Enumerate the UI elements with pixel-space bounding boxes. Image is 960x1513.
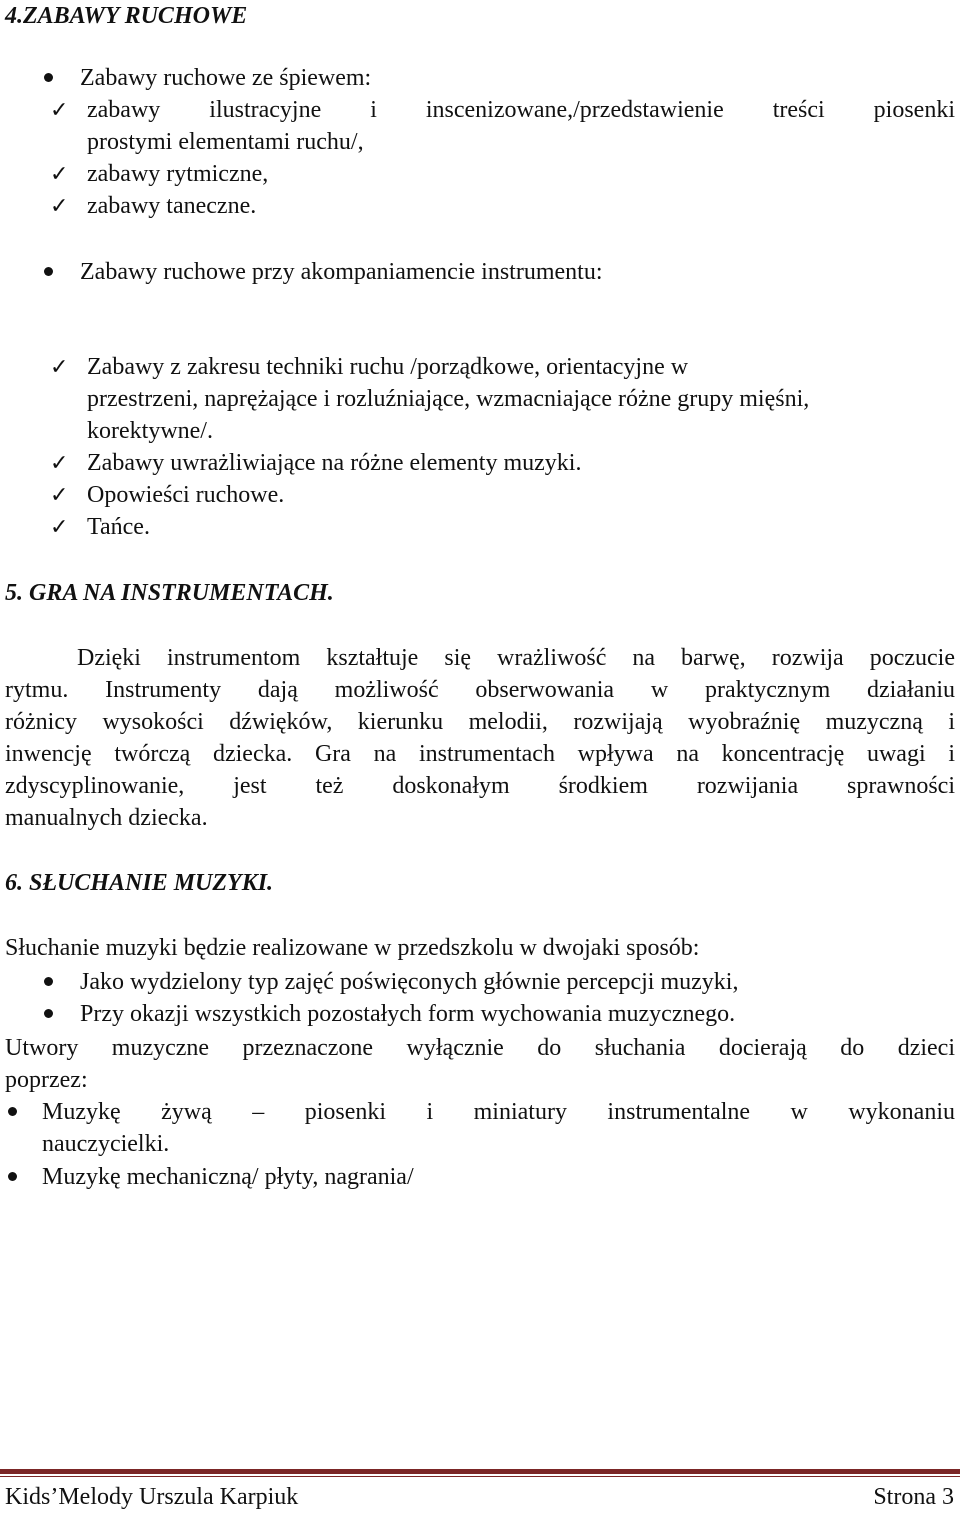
check-icon: ✓: [50, 450, 69, 475]
bullet-icon: [44, 1009, 53, 1018]
paragraph-line: manualnych dziecka.: [5, 805, 208, 831]
check-icon: ✓: [50, 161, 69, 186]
paragraph-line: zdyscyplinowanie, jest też doskonałym środkiem rozwijania sprawności: [5, 773, 955, 799]
bullet-text: Jako wydzielony typ zajęć poświęconych głównie percepcji muzyki,: [80, 969, 739, 995]
bullet-text: Zabawy ruchowe ze śpiewem:: [80, 65, 372, 91]
section-heading-5: 5. GRA NA INSTRUMENTACH.: [5, 580, 334, 606]
footer-rule-thin: [0, 1476, 960, 1477]
check-item-text: Zabawy z zakresu techniki ruchu /porządkowe, orientacyjne w: [87, 354, 689, 380]
check-item-text: zabawy ilustracyjne i inscenizowane,/przedstawienie treści piosenki: [87, 97, 955, 123]
check-item-text: Opowieści ruchowe.: [87, 482, 285, 508]
check-icon: ✓: [50, 97, 69, 122]
paragraph-line: Utwory muzyczne przeznaczone wyłącznie do słuchania docierają do dzieci: [5, 1035, 955, 1061]
check-item-text-cont: przestrzeni, naprężające i rozluźniające, wzmacniające różne grupy mięśni,: [87, 386, 810, 412]
check-item-text: Tańce.: [87, 514, 150, 540]
section-heading-6: 6. SŁUCHANIE MUZYKI.: [5, 870, 274, 896]
footer-rule: [0, 1469, 960, 1474]
bullet-text: Muzykę żywą – piosenki i miniatury instrumentalne w wykonaniu: [42, 1099, 955, 1125]
bullet-icon: [44, 267, 53, 276]
bullet-text-cont: nauczycielki.: [42, 1131, 170, 1157]
check-item-text-cont: prostymi elementami ruchu/,: [87, 129, 364, 155]
bullet-text: Muzykę mechaniczną/ płyty, nagrania/: [42, 1164, 414, 1190]
footer-page-number: Strona 3: [873, 1484, 954, 1510]
bullet-icon: [8, 1107, 17, 1116]
paragraph-line: rytmu. Instrumenty dają możliwość obserwowania w praktycznym działaniu: [5, 677, 955, 703]
check-item-text: zabawy taneczne.: [87, 193, 257, 219]
section-heading-4: 4.ZABAWY RUCHOWE: [5, 3, 248, 29]
paragraph-line: poprzez:: [5, 1067, 88, 1093]
bullet-text: Zabawy ruchowe przy akompaniamencie instrumentu:: [80, 259, 603, 285]
bullet-icon: [44, 73, 53, 82]
bullet-icon: [8, 1172, 17, 1181]
paragraph-line: różnicy wysokości dźwięków, kierunku melodii, rozwijają wyobraźnię muzyczną i: [5, 709, 955, 735]
paragraph-line: Słuchanie muzyki będzie realizowane w przedszkolu w dwojaki sposób:: [5, 935, 700, 961]
check-icon: ✓: [50, 482, 69, 507]
check-item-text-cont: korektywne/.: [87, 418, 213, 444]
bullet-icon: [44, 977, 53, 986]
paragraph-line: Dzięki instrumentom kształtuje się wrażliwość na barwę, rozwija poczucie: [77, 645, 955, 671]
check-icon: ✓: [50, 514, 69, 539]
check-item-text: zabawy rytmiczne,: [87, 161, 269, 187]
check-icon: ✓: [50, 354, 69, 379]
paragraph-line: inwencję twórczą dziecka. Gra na instrumentach wpływa na koncentrację uwagi i: [5, 741, 955, 767]
check-icon: ✓: [50, 193, 69, 218]
bullet-text: Przy okazji wszystkich pozostałych form wychowania muzycznego.: [80, 1001, 736, 1027]
check-item-text: Zabawy uwrażliwiające na różne elementy muzyki.: [87, 450, 582, 476]
footer-author: Kids’Melody Urszula Karpiuk: [5, 1484, 299, 1510]
